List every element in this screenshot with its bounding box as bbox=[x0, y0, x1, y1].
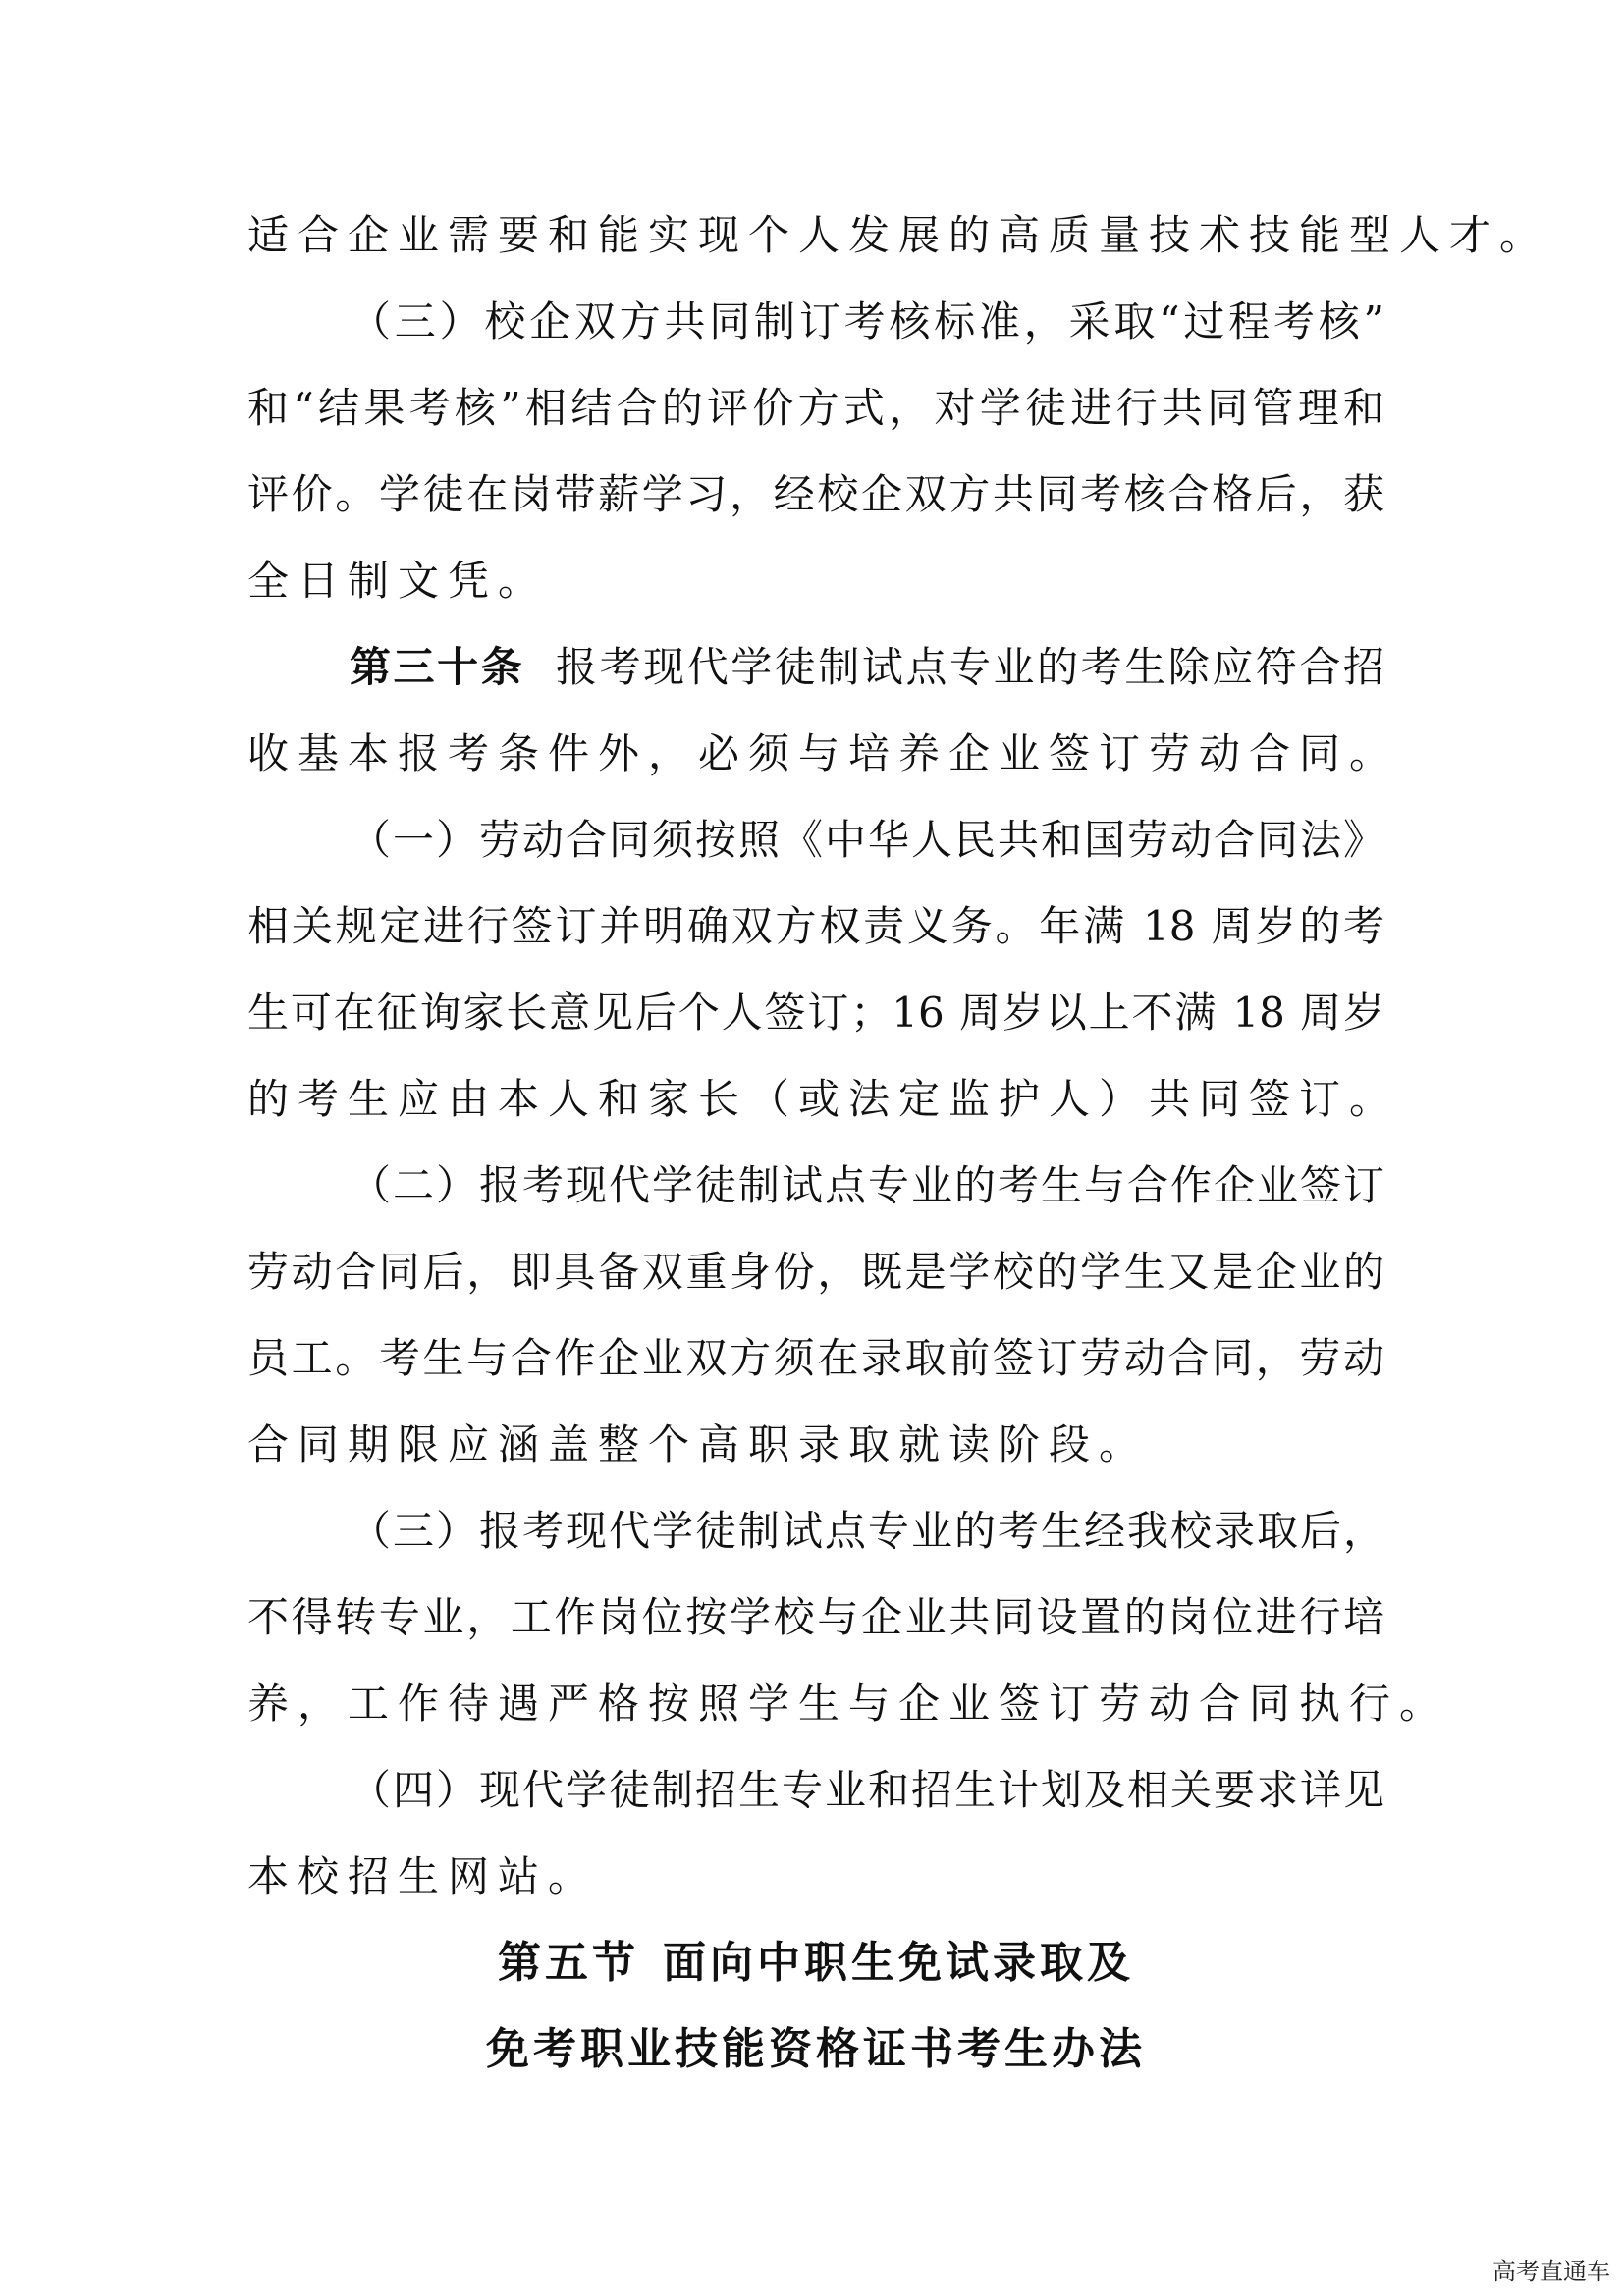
paragraph-1 bbox=[247, 192, 1550, 279]
paragraph-2 bbox=[247, 279, 1384, 624]
section-number: 第五节 bbox=[498, 1938, 639, 1988]
text-line: 和“结果考核”相结合的评价方式，对学徒进行共同管理和 bbox=[247, 384, 1384, 432]
text-line: 生可在征询家长意见后个人签订；16 周岁以上不满 18 周岁 bbox=[247, 988, 1384, 1037]
text-line: 养，工作待遇严格按照学生与企业签订劳动合同执行。 bbox=[247, 1680, 1450, 1728]
paragraph-6 bbox=[247, 1488, 1450, 1747]
section-heading-line-1 bbox=[247, 1920, 1384, 2006]
text-line: 本校招生网站。 bbox=[247, 1852, 599, 1900]
article-label: 第三十条 bbox=[350, 643, 525, 691]
text-line: 员工。考生与合作企业双方须在录取前签订劳动合同，劳动 bbox=[247, 1334, 1384, 1382]
text-line: 劳动合同后，即具备双重身份，既是学校的学生又是企业的 bbox=[247, 1248, 1384, 1296]
text-line: 收基本报考条件外，必须与培养企业签订劳动合同。 bbox=[247, 729, 1400, 777]
text-line: （一）劳动合同须按照《中华人民共和国劳动合同法》 bbox=[350, 816, 1384, 864]
text-line: （三）校企双方共同制订考核标准，采取“过程考核” bbox=[350, 297, 1384, 346]
paragraph-7 bbox=[247, 1747, 1384, 1920]
paragraph-4 bbox=[247, 797, 1400, 1143]
text-line: 评价。学徒在岗带薪学习，经校企双方共同考核合格后，获 bbox=[247, 470, 1384, 518]
text-line: （二）报考现代学徒制试点专业的考生与合作企业签订 bbox=[350, 1161, 1384, 1209]
text-line: 不得转专业，工作岗位按学校与企业共同设置的岗位进行培 bbox=[247, 1593, 1384, 1641]
text-line: （四）现代学徒制招生专业和招生计划及相关要求详见 bbox=[350, 1766, 1384, 1814]
document-body bbox=[247, 192, 1550, 2093]
section-heading bbox=[247, 1920, 1384, 2093]
section-heading-line-2: 免考职业技能资格证书考生办法 bbox=[486, 2024, 1146, 2074]
text-line bbox=[247, 624, 1384, 711]
watermark-logo: 高考直通车 bbox=[1489, 2250, 1614, 2288]
text-line: 适合企业需要和能实现个人发展的高质量技术技能型人才。 bbox=[247, 211, 1550, 259]
text-line: 合同期限应涵盖整个高职录取就读阶段。 bbox=[247, 1420, 1150, 1468]
paragraph-5 bbox=[247, 1143, 1384, 1488]
article-text: 报考现代学徒制试点专业的考生除应符合招 bbox=[556, 643, 1384, 691]
text-line: 全日制文凭。 bbox=[247, 557, 549, 605]
text-line: （三）报考现代学徒制试点专业的考生经我校录取后， bbox=[350, 1507, 1384, 1555]
text-line: 的考生应由本人和家长（或法定监护人）共同签订。 bbox=[247, 1075, 1400, 1123]
section-title-part-1: 面向中职生免试录取及 bbox=[663, 1938, 1134, 1988]
article-30-paragraph bbox=[247, 624, 1400, 797]
text-line: 相关规定进行签订并明确双方权责义务。年满 18 周岁的考 bbox=[247, 902, 1384, 950]
